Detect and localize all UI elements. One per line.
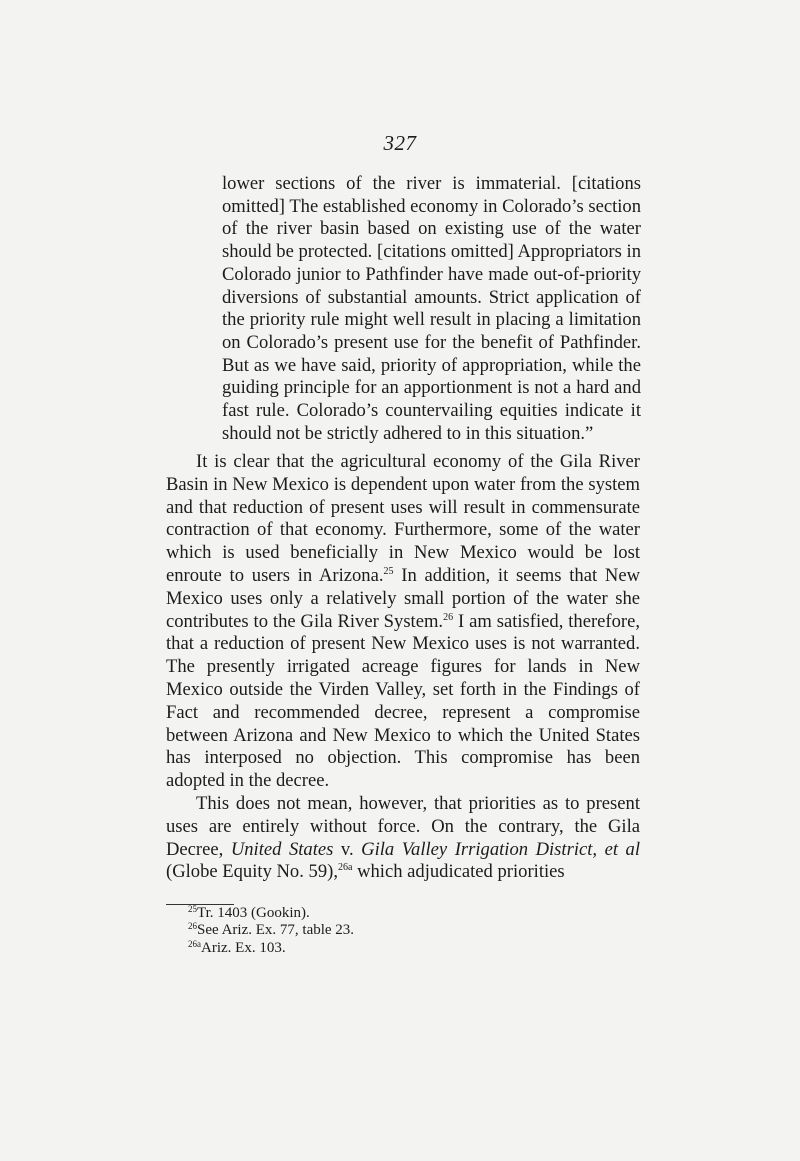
footnote-mark: 26: [188, 921, 197, 932]
footnotes: [188, 905, 354, 957]
footnote-mark: 25: [188, 904, 197, 914]
footnote-mark: 26a: [188, 938, 201, 949]
footnote: [188, 922, 354, 939]
case-name-party: United States: [230, 838, 334, 860]
footnote-text: Ariz. Ex. 103.: [201, 939, 286, 956]
footnote: [188, 940, 354, 957]
paragraph-text: It is clear that the agricultural economy of the Gila River Basin in New Mexico is dependent upon water from the system and that reduction of present uses will result in commensurate contraction of that economy. Furthermore, some of the water which is used beneficially in New Mexico would be lost enroute to users in Arizona.: [166, 451, 640, 586]
footnote-reference: 26a: [337, 862, 353, 874]
footnote-text: See Ariz. Ex. 77, table 23.: [197, 922, 355, 939]
page-number: 327: [383, 131, 417, 155]
paragraph-text: In addition, it seems that New Mexico uses only a relatively small portion of the water she contributes to the Gila River System.: [166, 564, 641, 632]
footnote-reference: 25: [383, 565, 394, 577]
paragraph-text: (Globe Equity No. 59),: [166, 861, 338, 883]
footnote: [188, 905, 354, 922]
block-quote: lower sections of the river is immaterial. [citations omitted] The established economy in Colorado’s section of the river basin based on existing use of the water should be protected. [citations omitted] Appropriators in Colorado junior to Pathfinder have made out-of-priority diversions of substantial amounts. Strict application of the priority rule might well result in placing a limitation on Colorado’s present use for the benefit of Pathfinder. But as we have said, priority of appropriation, while the guiding principle for an apportionment is not a hard and fast rule. Colorado’s countervailing equities indicate it should not be strictly adhered to in this situation.”: [222, 173, 641, 444]
paragraph-text: which adjudicated priorities: [352, 861, 565, 883]
paragraph-text: I am satisfied, therefore, that a reduction of present New Mexico uses is not warranted. The presently irrigated acreage figures for lands in New Mexico outside the Virden Valley, set forth in the Findings of Fact and recommended decree, represent a compromise between Arizona and New Mexico to which the United States has interposed no objection. This compromise has been adopted in the decree.: [166, 610, 641, 792]
footnote-text: Tr. 1403 (Gookin).: [197, 905, 310, 921]
paragraph-priorities: [166, 793, 640, 884]
paragraph-text: This does not mean, however, that priorities as to present uses are entirely without force. On the contrary, the Gila Decree,: [166, 792, 640, 860]
case-name-party: Gila Valley Irrigation District, et al: [361, 838, 640, 860]
body-text: [166, 451, 640, 884]
paragraph-agricultural-economy: [166, 451, 640, 793]
footnote-reference: 26: [443, 611, 454, 623]
versus-text: v.: [333, 838, 362, 860]
